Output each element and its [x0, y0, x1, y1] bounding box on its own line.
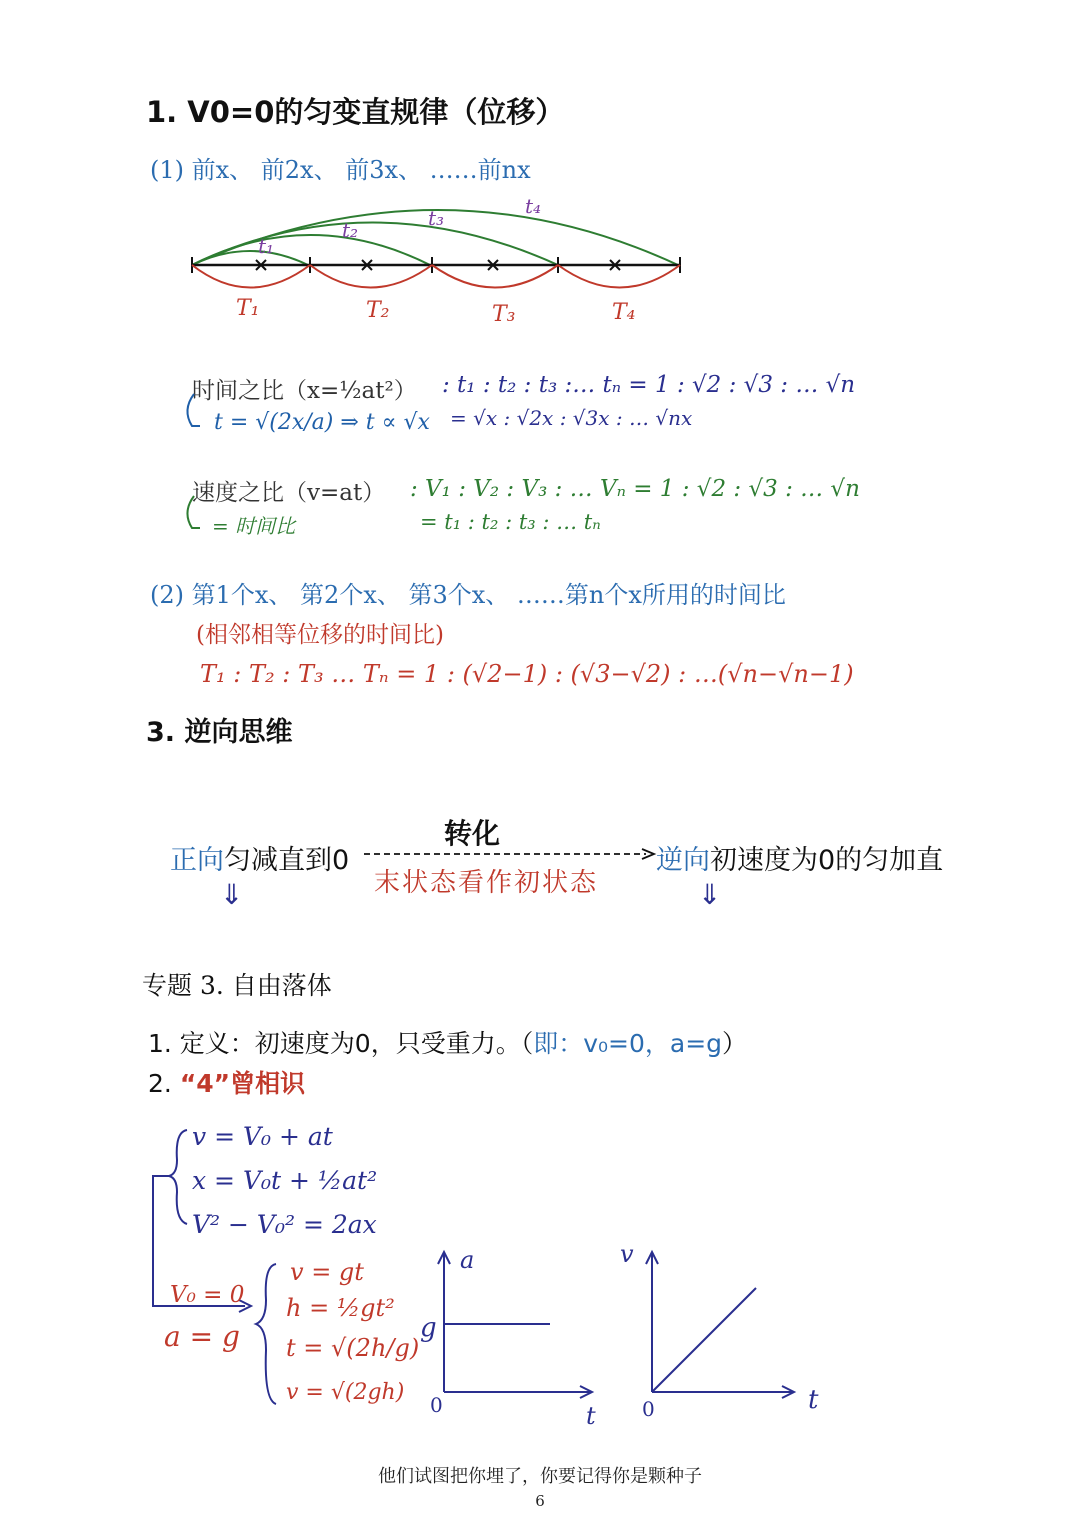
label-t2: t₂	[342, 218, 359, 242]
v-t-graph	[610, 1240, 840, 1430]
speed-note: = 时间比	[212, 514, 296, 538]
condition-v0: V₀ = 0	[170, 1282, 245, 1308]
down-arrow-icon: ⇓	[698, 878, 722, 911]
reverse-text	[656, 838, 943, 877]
a-t-graph	[410, 1240, 610, 1430]
footer-quote: 他们试图把你埋了，你要记得你是颗种子	[378, 1466, 702, 1487]
time-ratio-formula: : t₁ : t₂ : t₃ :… tₙ = 1 : √2 : √3 : … √n	[442, 372, 856, 398]
g-level-label: g	[420, 1313, 437, 1343]
item-4-prefix: 2.	[148, 1069, 180, 1098]
item2-text: (2) 第1个x、 第2个x、 第3个x、 ……第n个x所用的时间比	[150, 581, 786, 609]
condition-a: a = g	[164, 1320, 240, 1353]
topic3-title: 专题 3. 自由落体	[142, 971, 332, 1000]
forward-prefix: 正向	[170, 845, 224, 876]
general-eq-2: x = V₀t + ½at²	[192, 1166, 378, 1195]
label-t3: t₃	[428, 206, 445, 230]
definition-line	[148, 1024, 747, 1060]
a-origin-label: 0	[430, 1393, 443, 1417]
page-number: 6	[535, 1492, 545, 1510]
general-eq-1: v = V₀ + at	[192, 1122, 333, 1151]
label-T4: T₄	[612, 300, 636, 325]
curved-arrow-icon	[180, 494, 210, 534]
section3-heading: 3. 逆向思维	[146, 717, 293, 748]
definition-suffix: ）	[722, 1029, 748, 1058]
label-t1: t₁	[258, 234, 275, 258]
label-t4: t₄	[525, 194, 542, 218]
item-4-title: “4”曾相识	[179, 1069, 306, 1098]
reverse-rest: 初速度为0的匀加直	[710, 845, 944, 876]
section1-heading: 1. V0=0的匀变直规律（位移）	[146, 95, 565, 129]
label-T2: T₂	[366, 298, 390, 323]
label-T3: T₃	[492, 302, 516, 327]
speed-ratio-formula: : V₁ : V₂ : V₃ : … Vₙ = 1 : √2 : √3 : … √n	[410, 476, 860, 502]
forward-text	[170, 838, 349, 877]
freefall-eq-3: t = √(2h/g)	[286, 1334, 420, 1362]
a-t-axis-label: t	[586, 1402, 596, 1430]
freefall-brace	[252, 1260, 282, 1410]
speed-ratio-title: 速度之比（v=at）	[192, 480, 386, 506]
displacement-diagram	[180, 185, 700, 335]
time-ratio-line2: = √x : √2x : √3x : … √nx	[450, 406, 693, 430]
middle-note: 末状态看作初状态	[374, 868, 599, 898]
arc-T1	[192, 265, 310, 288]
reverse-prefix: 逆向	[656, 845, 710, 876]
item2-subtitle: (相邻相等位移的时间比)	[196, 622, 444, 648]
time-note: t = √(2x/a) ⇒ t ∝ √x	[214, 410, 430, 435]
forward-rest: 匀减直到0	[224, 845, 350, 876]
curved-arrow-icon	[180, 392, 210, 432]
item-4-line	[148, 1064, 305, 1100]
v-line	[652, 1288, 756, 1392]
definition-prefix: 1. 定义：初速度为0，只受重力。（	[148, 1029, 534, 1058]
v-origin-label: 0	[642, 1397, 655, 1421]
freefall-eq-2: h = ½gt²	[286, 1294, 395, 1322]
label-T1: T₁	[236, 296, 260, 321]
convert-label: 转化	[444, 817, 501, 850]
v-t-axis-label: t	[808, 1385, 819, 1415]
general-eq-3: V² − V₀² = 2ax	[192, 1210, 377, 1239]
a-axis-label: a	[460, 1246, 475, 1274]
down-arrow-icon: ⇓	[220, 878, 244, 911]
speed-ratio-line2: = t₁ : t₂ : t₃ : … tₙ	[420, 510, 601, 534]
freefall-eq-1: v = gt	[290, 1258, 364, 1286]
item2-formula: T₁ : T₂ : T₃ … Tₙ = 1 : (√2−1) : (√3−√2) : …(√n−√n−1)	[200, 660, 854, 688]
freefall-eq-4: v = √(2gh)	[286, 1380, 405, 1405]
v-axis-label: v	[620, 1240, 634, 1268]
item1-text: (1) 前x、 前2x、 前3x、 ……前nx	[150, 156, 531, 184]
definition-condition: 即：v₀=0，a=g	[533, 1029, 723, 1058]
time-ratio-title: 时间之比（x=½at²）	[192, 378, 417, 404]
